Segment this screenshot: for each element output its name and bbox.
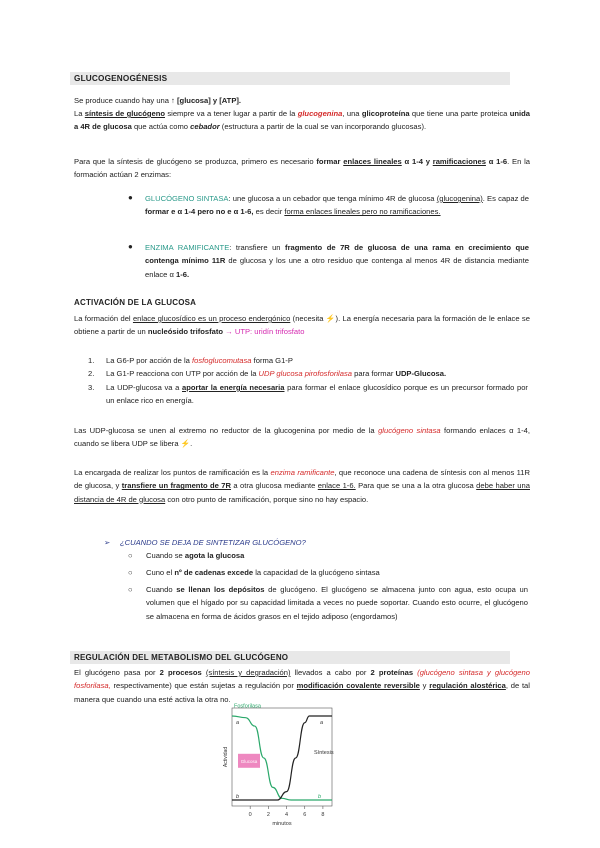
- text-bold-underline: aportar la energía necesaria: [182, 383, 285, 392]
- step-item: [106, 367, 526, 380]
- annotation-a: a: [236, 720, 240, 726]
- text: (necesita: [292, 314, 324, 323]
- text-red: enzima ramificante: [270, 468, 335, 477]
- text: la capacidad de la glucógeno sintasa: [255, 568, 380, 577]
- text-red: fosfoglucomutasa: [192, 356, 252, 365]
- step-item: [106, 381, 528, 408]
- step-number: 1.: [88, 356, 95, 365]
- text: . En la formación actúan 2 enzimas:: [74, 157, 530, 180]
- annotation-b: b: [236, 794, 240, 800]
- circle-bullet-icon: ○: [128, 551, 133, 560]
- text-red: glucógeno sintasa: [378, 426, 441, 435]
- text-red: (glucógeno sintasa y glucógeno fosforilasa,: [74, 668, 530, 691]
- circle-bullet-icon: ○: [128, 585, 133, 594]
- text: La G6-P por acción de la: [106, 356, 190, 365]
- text-bold-underline: ramificaciones: [432, 157, 486, 166]
- text: siempre va a tener lugar a partir de la: [167, 109, 296, 118]
- x-tick-label: 0: [248, 812, 252, 818]
- text-bold-underline: transfiere un fragmento de 7R: [121, 481, 231, 491]
- text-bold: formar e α 1-4 pero no e α 1-6,: [145, 207, 254, 217]
- text: con otro punto de ramificación, porque sino no hay espacio.: [167, 494, 369, 504]
- text-underline: forma enlaces lineales pero no ramificaciones.: [284, 207, 441, 217]
- step-item: [106, 354, 526, 367]
- text-bold: glicoproteína: [361, 109, 410, 118]
- paragraph-synthesis: [74, 107, 530, 134]
- text-bold: α 1-6: [488, 157, 508, 166]
- text: de glucosa y los une a otro residuo que contenga al menos 4R de distancia mediante enlace α: [145, 256, 529, 279]
- text: forma G1-P: [253, 356, 293, 365]
- activity-chart: [210, 702, 350, 842]
- text: que tiene una parte proteica: [411, 109, 508, 118]
- text-red: UDP glucosa pirofosforilasa: [258, 369, 352, 378]
- legend-label-sintesis: Síntesis: [314, 749, 334, 756]
- stop-item: [146, 549, 526, 562]
- text-bold: 2 procesos: [159, 668, 202, 677]
- section-title-activation: ACTIVACIÓN DE LA GLUCOSA: [74, 298, 197, 307]
- text: a otra glucosa mediante: [233, 481, 316, 491]
- text-bold: α 1-4 y: [404, 157, 430, 166]
- bullet-glycogen-synthase: [145, 192, 529, 219]
- text: , una: [342, 109, 360, 118]
- paragraph-udp-glucose: [74, 424, 530, 451]
- stop-item: [146, 583, 528, 623]
- text: , de tal manera que cuando una esté activa la otra no.: [74, 681, 530, 704]
- text: La UDP-glucosa va a: [106, 383, 180, 392]
- bullet-dot: ●: [128, 193, 133, 202]
- text-bold: 2 proteínas: [370, 668, 414, 677]
- text: Las UDP-glucosa se unen al extremo no reductor de la glucogenina por medio de la: [74, 426, 375, 435]
- text: formando enlaces α 1-4, cuando se libera UDP se libera: [74, 426, 530, 449]
- text-underline: enlace glucosídico es un proceso endergónico: [132, 314, 291, 323]
- stop-item: [146, 566, 526, 579]
- text: Cuando: [146, 585, 173, 594]
- text: es decir: [255, 207, 283, 217]
- text: llevados a cabo por: [294, 668, 367, 677]
- text: La formación del: [74, 314, 131, 323]
- text: , que reconoce una cadena de síntesis con al menos 11R de glucosa, y: [74, 468, 530, 491]
- x-tick-label: 6: [303, 812, 307, 818]
- text-underline: enlace 1-6.: [317, 481, 356, 491]
- step-number: 3.: [88, 383, 95, 392]
- bullet-branching-enzyme: [145, 241, 529, 281]
- text: Cuando se: [146, 551, 183, 560]
- text: (estructura a partir de la cual se van incorporando glucosas).: [221, 122, 427, 132]
- lightning-icon: ⚡: [180, 439, 191, 449]
- text-bold: fragmento de 7R de glucosa de una rama en crecimiento que contenga mínimo 11R: [145, 243, 529, 266]
- text-bold: unida a 4R de glucosa: [74, 109, 530, 132]
- bullet-dot: ●: [128, 242, 133, 251]
- text-bold: se llenan los depósitos: [176, 585, 265, 594]
- arrow-bullet-icon: ➢: [104, 538, 111, 547]
- step-number: 2.: [88, 369, 95, 378]
- text: : une glucosa a un cebador que tenga mínimo 4R de glucosa: [228, 194, 435, 203]
- glucose-box-label: Glucosa: [240, 758, 258, 764]
- lightning-icon: ⚡: [325, 314, 336, 323]
- text: : transfiere un: [229, 243, 281, 252]
- text-bold-italic: cebador: [190, 122, 220, 132]
- text-bold-underline: modificación covalente reversible: [296, 681, 420, 691]
- text: para formar el enlace glucosídico porque es un precursor formado por un enlace rico en energía.: [106, 383, 528, 406]
- annotation-a: a: [320, 720, 324, 726]
- text-red: glucogenina: [297, 109, 343, 118]
- text: Para que se una a la otra glucosa: [358, 481, 474, 491]
- text: de glucógeno. El glucógeno se almacena junto con agua, esto ocupa un volumen que el hígado por su capacidad limitada a veces no puede soportar. Cuando esto ocurre, el glucógeno se almacena en forma de ácidos grasos en el tejido adiposo (engordamos): [146, 585, 528, 621]
- text-bold: nº de cadenas excede: [174, 568, 254, 577]
- text: ). La energía necesaria para la formación de le enlace se obtiene a partir de un: [74, 314, 530, 337]
- paragraph-regulation: [74, 666, 530, 706]
- text-pink: → UTP: uridín trifosfato: [225, 327, 305, 337]
- text-bold: UDP-Glucosa.: [395, 369, 447, 378]
- paragraph-enzymes-intro: [74, 155, 530, 182]
- text-bold: formar: [316, 157, 341, 166]
- text: La encargada de realizar los puntos de ramificación es la: [74, 468, 269, 477]
- text: .: [190, 439, 193, 449]
- text-underline: (síntesis y degradación): [205, 668, 291, 677]
- text: respectivamente) que están sujetas a regulación por: [113, 681, 294, 691]
- paragraph-branching: [74, 466, 530, 506]
- text: y: [422, 681, 427, 691]
- text: La: [74, 109, 83, 118]
- x-tick-label: 8: [321, 812, 325, 818]
- legend-label-fosforilasa: Fosforilasa: [234, 703, 261, 710]
- text: El glucógeno pasa por: [74, 668, 156, 677]
- x-tick-label: 2: [266, 812, 270, 818]
- x-axis-label: minutos: [272, 821, 292, 827]
- text: que actúa como: [133, 122, 188, 132]
- text-teal: GLUCÓGENO SINTASA: [145, 194, 229, 203]
- circle-bullet-icon: ○: [128, 568, 133, 577]
- y-axis-label: Actividad: [223, 746, 229, 768]
- question-heading: ¿CUANDO SE DEJA DE SINTETIZAR GLUCÓGENO?: [120, 538, 306, 547]
- text-underline: (glucogenina): [436, 194, 483, 203]
- text-underline: debe haber una distancia de 4R de glucosa: [74, 481, 530, 504]
- text-bold: ↑ [glucosa] y [ATP].: [171, 96, 242, 105]
- text: Se produce cuando hay una: [74, 96, 169, 105]
- text-bold: 1-6.: [176, 269, 190, 279]
- text: La G1-P reacciona con UTP por acción de la: [106, 369, 257, 378]
- text-bold-underline: enlaces lineales: [343, 157, 402, 166]
- text: Cuno el: [146, 568, 173, 577]
- text: para formar: [354, 369, 394, 378]
- text: Para que la síntesis de glucógeno se produzca, primero es necesario: [74, 157, 314, 166]
- text-bold: agota la glucosa: [184, 551, 245, 560]
- x-tick-label: 4: [285, 812, 289, 818]
- section-title-gluconeogenesis: GLUCOGENOGÉNESIS: [74, 74, 168, 83]
- text-bold-underline: regulación alostérica: [429, 681, 506, 691]
- annotation-b: b: [318, 794, 322, 800]
- text: . Es capaz de: [482, 194, 529, 203]
- text-bold: nucleósido trifosfato: [147, 327, 224, 337]
- text-teal: ENZIMA RAMIFICANTE: [145, 243, 230, 252]
- text-bold-underline: síntesis de glucógeno: [84, 109, 165, 118]
- paragraph-intro: [74, 94, 530, 107]
- section-title-regulation: REGULACIÓN DEL METABOLISMO DEL GLUCÓGENO: [74, 653, 289, 662]
- paragraph-activation: [74, 312, 530, 339]
